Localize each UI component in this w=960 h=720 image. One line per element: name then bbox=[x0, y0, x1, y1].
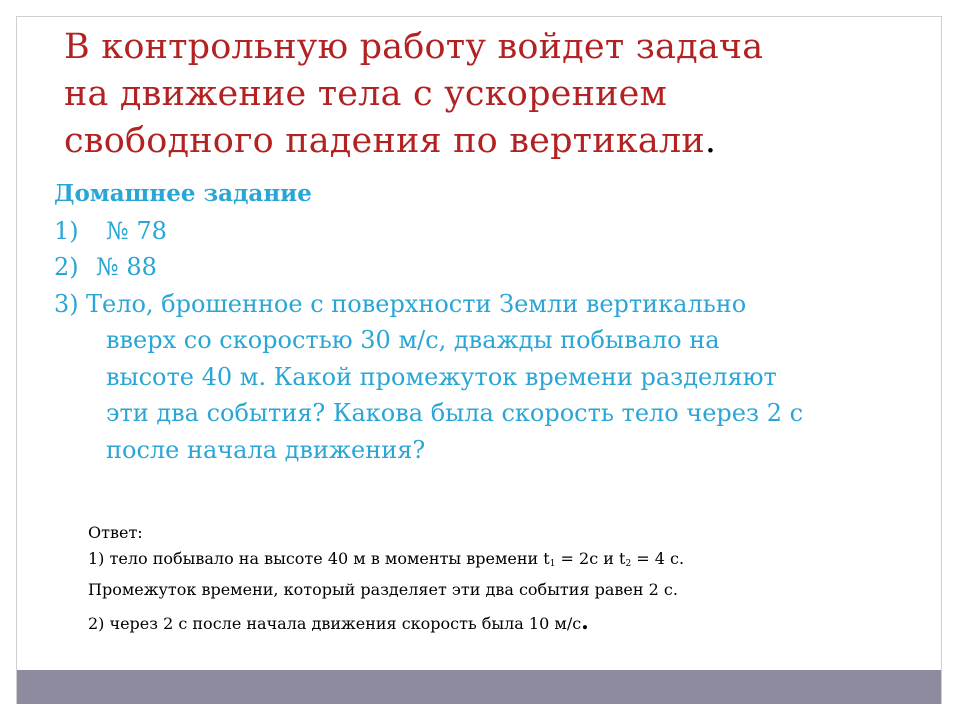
answer-line-3-text: 2) через 2 с после начала движения скорость была 10 м/с bbox=[88, 614, 582, 633]
homework-item-2 bbox=[54, 249, 934, 286]
title-line-2: на движение тела с ускорением bbox=[64, 74, 667, 114]
footer-bar bbox=[17, 670, 941, 704]
task-line-4: эти два события? Какова была скорость тело через 2 с bbox=[106, 399, 804, 427]
answer-line-2: Промежуток времени, который разделяет эти два события равен 2 с. bbox=[88, 580, 678, 599]
homework-item-1 bbox=[54, 213, 934, 250]
homework-item-3-text: Тело, брошенное с поверхности Земли вертикально bbox=[86, 289, 747, 318]
homework-task-continuation bbox=[54, 322, 934, 468]
homework-item-2-text: № 88 bbox=[96, 253, 157, 281]
title-end-dot: . bbox=[704, 121, 717, 161]
homework-item-3-number: 3) bbox=[54, 289, 79, 318]
answer-line-1-text-a: 1) тело побывало на высоте 40 м в моменты времени t bbox=[88, 549, 550, 568]
homework-heading: Домашнее задание bbox=[54, 180, 312, 207]
answer-line-1-text-c: = 4 с. bbox=[631, 549, 685, 568]
task-line-5: после начала движения? bbox=[106, 435, 426, 464]
answer-line-1 bbox=[88, 546, 888, 577]
answer-label: Ответ: bbox=[88, 523, 143, 542]
answer-block bbox=[88, 520, 888, 637]
answer-end-dot: . bbox=[581, 609, 589, 635]
answer-line-1-text-b: = 2с и t bbox=[555, 549, 626, 568]
answer-subscript-1: 1 bbox=[549, 559, 556, 569]
answer-line-3 bbox=[88, 609, 888, 637]
title-line-1: В контрольную работу войдет задача bbox=[64, 27, 764, 67]
task-line-3: высоте 40 м. Какой промежуток времени разделяют bbox=[106, 362, 777, 391]
homework-item-3 bbox=[54, 286, 934, 323]
homework-item-1-text: № 78 bbox=[106, 216, 167, 245]
homework-item-1-number: 1) bbox=[54, 216, 79, 245]
answer-subscript-2: 2 bbox=[625, 559, 632, 569]
task-line-2: вверх со скоростью 30 м/с, дважды побывало на bbox=[106, 326, 720, 354]
slide-title bbox=[64, 24, 864, 165]
homework-item-2-number: 2) bbox=[54, 253, 79, 281]
title-line-3: свободного падения по вертикали bbox=[64, 121, 705, 161]
homework-block bbox=[54, 176, 934, 468]
